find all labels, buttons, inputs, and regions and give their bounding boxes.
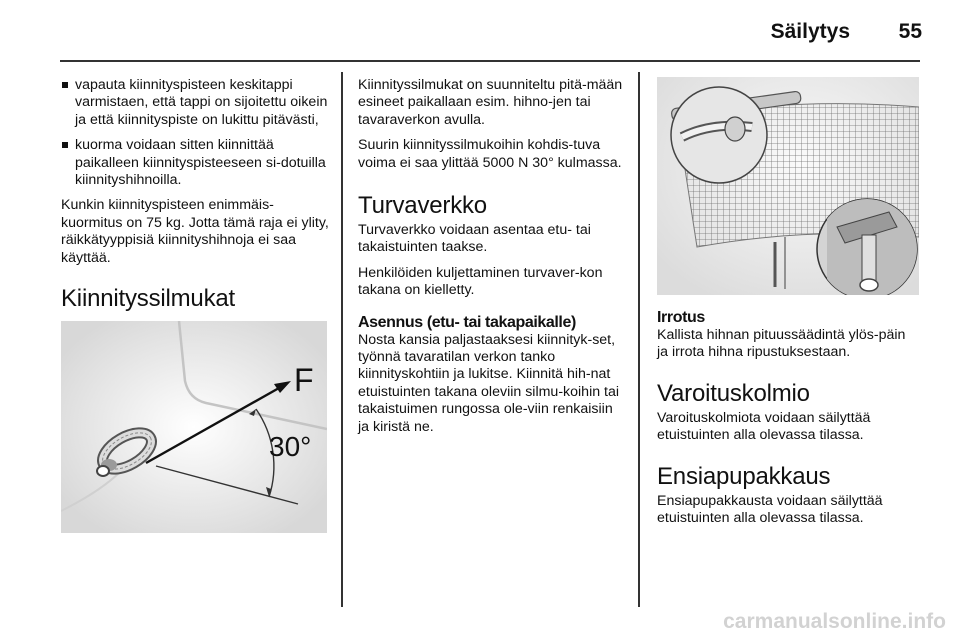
load-limit-paragraph: Kunkin kiinnityspisteen enimmäis-kuormitus on 75 kg. Jotta tämä raja ei ylity, räikkätyyppisiä kiinnityshihnoja ei saa käyttää. — [61, 197, 329, 266]
column-1 — [61, 77, 329, 533]
subheading-irrotus: Irrotus — [657, 309, 705, 326]
text-paragraph: Nosta kansia paljastaaksesi kiinnityk-set, työnnä tavaratilan verkon tanko kiinnityskohtiin ja lukitse. Kiinnitä hih-nat etuistuinten takana oleviin silmu-koihin tai takaistuimen rungossa ole-viin renkaisiin ja kiristä ne. — [358, 331, 620, 435]
text-paragraph: Suurin kiinnityssilmukoihin kohdis-tuva voima ei saa ylittää 5000 N 30° kulmassa. — [358, 137, 622, 171]
page-number: 55 — [898, 20, 922, 43]
angle-label: 30° — [269, 431, 312, 463]
text-paragraph: Kallista hihnan pituussäädintä ylös-päin ja irrota hihna ripustuksestaan. — [657, 327, 906, 361]
text-paragraph: Henkilöiden kuljettaminen turvaver-kon takana on kielletty. — [358, 264, 603, 299]
anchor-ring-figure — [61, 321, 327, 533]
column-3 — [657, 77, 919, 535]
column-divider-2 — [638, 72, 640, 607]
text-paragraph: Varoituskolmiota voidaan säilyttää etuistuinten alla olevassa tilassa. — [657, 409, 871, 444]
section-heading-ensiapupakkaus: Ensiapupakkaus — [657, 462, 831, 490]
section-heading-varoituskolmio: Varoituskolmio — [657, 379, 810, 407]
bullet-item: vapauta kiinnityspisteen keskitappi varmistaen, että tappi on sijoitettu oikein ja että kiinnityspiste on lukittu pitävästi, — [61, 77, 329, 129]
running-header-title: Säilytys — [770, 20, 850, 43]
watermark-text: carmanualsonline.info — [723, 610, 946, 633]
subheading-asennus: Asennus (etu- tai takapaikalle) — [358, 313, 576, 331]
column-2 — [358, 77, 624, 444]
bullet-item: kuorma voidaan sitten kiinnittää paikalleen kiinnityspisteeseen si-dotuilla kiinnityshihnoilla. — [61, 137, 329, 189]
safety-net-figure — [657, 77, 919, 295]
text-paragraph: Kiinnityssilmukat on suunniteltu pitä-mään esineet paikallaan esim. hihno-jen tai tavaraverkon avulla. — [358, 77, 623, 128]
section-heading-kiinnityssilmukat: Kiinnityssilmukat — [61, 285, 235, 313]
header-rule — [60, 60, 920, 62]
section-heading-turvaverkko: Turvaverkko — [358, 192, 487, 220]
mounting-bracket-detail — [671, 87, 767, 183]
column-divider-1 — [341, 72, 343, 607]
force-label: F — [294, 362, 314, 399]
text-paragraph: Ensiapupakkausta voidaan säilyttää etuistuinten alla olevassa tilassa. — [657, 492, 883, 527]
text-paragraph: Turvaverkko voidaan asentaa etu- tai takaistuinten taakse. — [358, 222, 591, 256]
